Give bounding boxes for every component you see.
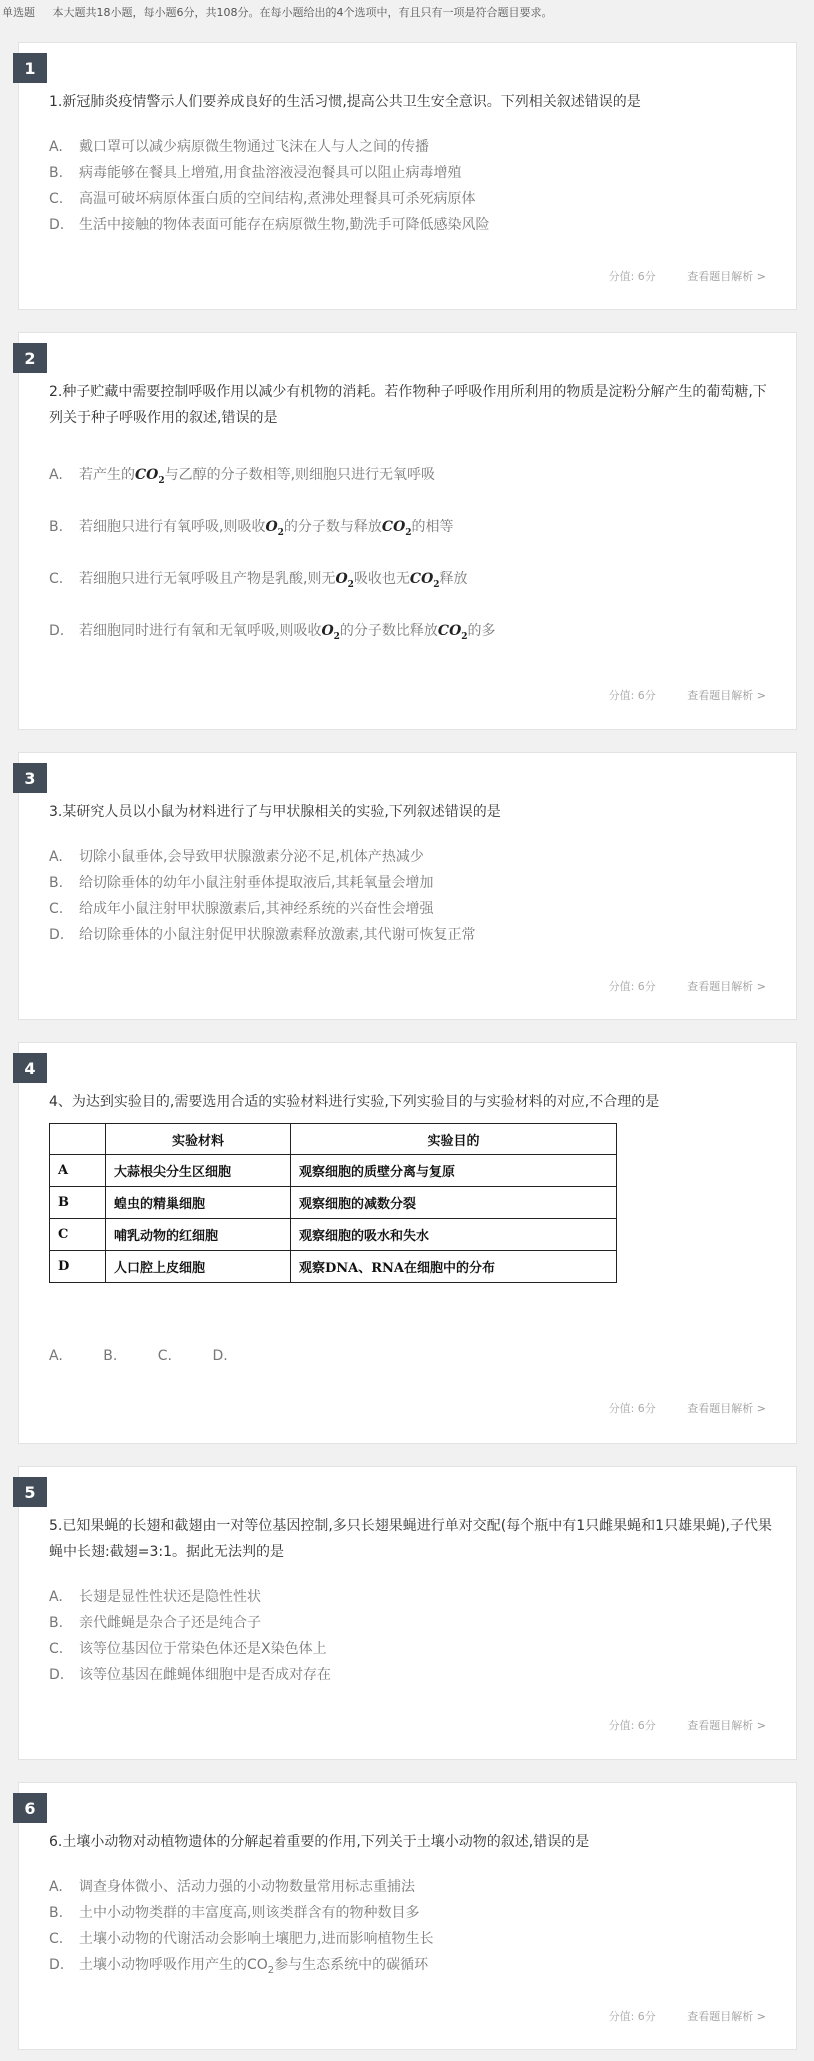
option-c[interactable]: C. 若细胞只进行无氧呼吸且产物是乳酸,则无$O_2$吸收也无$CO_2$释放 — [49, 571, 468, 590]
table-cell: 观察细胞的吸水和失水 — [291, 1219, 617, 1251]
question-footer — [609, 1717, 766, 1733]
section-instruction: 本大题共18小题，每小题6分，共108分。在每小题给出的4个选项中，有且只有一项是符合题目要求。 — [52, 6, 553, 19]
section-title: 单选题 — [2, 6, 35, 19]
table-header: 实验材料 — [106, 1124, 291, 1155]
table-cell: 观察细胞的质壁分离与复原 — [291, 1155, 617, 1187]
question-card-4 — [18, 1042, 797, 1444]
question-card-2 — [18, 332, 797, 730]
option-b[interactable]: B. 土中小动物类群的丰富度高,则该类群含有的物种数目多 — [49, 1905, 420, 1921]
view-analysis-link[interactable]: 查看题目解析 > — [687, 1402, 766, 1415]
score-label: 分值: 6分 — [608, 270, 656, 283]
option-b[interactable]: B. 病毒能够在餐具上增殖,用食盐溶液浸泡餐具可以阻止病毒增殖 — [49, 165, 462, 181]
option-a[interactable]: A. 戴口罩可以减少病原微生物通过飞沫在人与人之间的传播 — [49, 139, 429, 155]
question-footer — [609, 978, 766, 994]
table-row — [50, 1187, 617, 1219]
view-analysis-link[interactable]: 查看题目解析 > — [687, 1719, 766, 1732]
score-label: 分值: 6分 — [608, 1402, 656, 1415]
score-label: 分值: 6分 — [608, 689, 656, 702]
question-stem: 2.种子贮藏中需要控制呼吸作用以减少有机物的消耗。若作物种子呼吸作用所利用的物质是淀粉分解产生的葡萄糖,下列关于种子呼吸作用的叙述,错误的是 — [49, 384, 767, 426]
option-a[interactable]: A. 长翅是显性性状还是隐性性状 — [49, 1589, 261, 1605]
option-a[interactable]: A. 若产生的$CO_2$与乙醇的分子数相等,则细胞只进行无氧呼吸 — [49, 467, 436, 486]
question-number-badge: 1 — [13, 53, 47, 83]
question-number-badge: 2 — [13, 343, 47, 373]
option-d[interactable]: D. 生活中接触的物体表面可能存在病原微生物,勤洗手可降低感染风险 — [49, 217, 490, 233]
option-a[interactable]: A. — [49, 1348, 63, 1364]
question-footer — [609, 687, 766, 703]
question-number-badge: 5 — [13, 1477, 47, 1507]
question-number-badge: 3 — [13, 763, 47, 793]
view-analysis-link[interactable]: 查看题目解析 > — [687, 270, 766, 283]
option-c[interactable]: C. 高温可破坏病原体蛋白质的空间结构,煮沸处理餐具可杀死病原体 — [49, 191, 476, 207]
section-header — [0, 0, 814, 22]
option-b[interactable]: B. 若细胞只进行有氧呼吸,则吸收$O_2$的分子数与释放$CO_2$的相等 — [49, 519, 454, 538]
formula-co2: $CO_2$ — [409, 571, 440, 590]
question-stem: 1.新冠肺炎疫情警示人们要养成良好的生活习惯,提高公共卫生安全意识。下列相关叙述错误的是 — [49, 94, 641, 110]
option-row — [49, 1348, 264, 1364]
question-stem: 3.某研究人员以小鼠为材料进行了与甲状腺相关的实验,下列叙述错误的是 — [49, 804, 501, 820]
question-card-1 — [18, 42, 797, 310]
formula-co2: $CO_2$ — [381, 519, 412, 538]
option-a[interactable]: A. 调查身体微小、活动力强的小动物数量常用标志重捕法 — [49, 1879, 415, 1895]
option-d[interactable]: D. 若细胞同时进行有氧和无氧呼吸,则吸收$O_2$的分子数比释放$CO_2$的多 — [49, 623, 496, 642]
formula-o2: $O_2$ — [321, 623, 340, 642]
option-d[interactable]: D. 给切除垂体的小鼠注射促甲状腺激素释放激素,其代谢可恢复正常 — [49, 927, 476, 943]
question-footer — [609, 2008, 766, 2024]
question-number-badge: 6 — [13, 1793, 47, 1823]
option-b[interactable]: B. 亲代雌蝇是杂合子还是纯合子 — [49, 1615, 261, 1631]
table-row — [50, 1219, 617, 1251]
table-cell: 哺乳动物的红细胞 — [106, 1219, 291, 1251]
table-header — [50, 1124, 106, 1155]
table-cell: B — [50, 1187, 106, 1219]
question-stem: 4、为达到实验目的,需要选用合适的实验材料进行实验,下列实验目的与实验材料的对应,不合理的是 — [49, 1094, 660, 1110]
option-c[interactable]: C. — [157, 1348, 172, 1364]
score-label: 分值: 6分 — [608, 980, 656, 993]
table-header: 实验目的 — [291, 1124, 617, 1155]
option-c[interactable]: C. 给成年小鼠注射甲状腺激素后,其神经系统的兴奋性会增强 — [49, 901, 434, 917]
table-cell: 人口腔上皮细胞 — [106, 1251, 291, 1283]
view-analysis-link[interactable]: 查看题目解析 > — [687, 689, 766, 702]
table-row — [50, 1251, 617, 1283]
score-label: 分值: 6分 — [608, 1719, 656, 1732]
question-card-3 — [18, 752, 797, 1020]
table-row — [50, 1155, 617, 1187]
formula-o2: $O_2$ — [335, 571, 354, 590]
formula-o2: $O_2$ — [265, 519, 284, 538]
view-analysis-link[interactable]: 查看题目解析 > — [687, 980, 766, 993]
option-d[interactable]: D. 土壤小动物呼吸作用产生的$CO_2$参与生态系统中的碳循环 — [49, 1957, 429, 1976]
formula-co2: $CO_2$ — [437, 623, 468, 642]
question-footer — [609, 1400, 766, 1416]
question-card-5 — [18, 1466, 797, 1760]
table-cell: 大蒜根尖分生区细胞 — [106, 1155, 291, 1187]
table-cell: C — [50, 1219, 106, 1251]
experiment-table — [49, 1123, 617, 1283]
table-cell: 观察DNA、RNA在细胞中的分布 — [291, 1251, 617, 1283]
table-cell: 观察细胞的减数分裂 — [291, 1187, 617, 1219]
question-stem: 6.土壤小动物对动植物遗体的分解起着重要的作用,下列关于土壤小动物的叙述,错误的是 — [49, 1834, 590, 1850]
view-analysis-link[interactable]: 查看题目解析 > — [687, 2010, 766, 2023]
question-stem: 5.已知果蝇的长翅和截翅由一对等位基因控制,多只长翅果蝇进行单对交配(每个瓶中有1只雌果蝇和1只雄果蝇),子代果蝇中长翅:截翅=3:1。据此无法判的是 — [49, 1518, 772, 1560]
option-b[interactable]: B. — [103, 1348, 118, 1364]
question-footer — [609, 268, 766, 284]
option-b[interactable]: B. 给切除垂体的幼年小鼠注射垂体提取液后,其耗氧量会增加 — [49, 875, 434, 891]
table-cell: 蝗虫的精巢细胞 — [106, 1187, 291, 1219]
option-c[interactable]: C. 该等位基因位于常染色体还是X染色体上 — [49, 1641, 327, 1657]
question-card-6 — [18, 1782, 797, 2050]
option-d[interactable]: D. 该等位基因在雌蝇体细胞中是否成对存在 — [49, 1667, 331, 1683]
option-a[interactable]: A. 切除小鼠垂体,会导致甲状腺激素分泌不足,机体产热减少 — [49, 849, 424, 865]
question-number-badge: 4 — [13, 1053, 47, 1083]
table-cell: D — [50, 1251, 106, 1283]
table-cell: A — [50, 1155, 106, 1187]
score-label: 分值: 6分 — [608, 2010, 656, 2023]
option-d[interactable]: D. — [212, 1348, 228, 1364]
table-header-row — [50, 1124, 617, 1155]
option-c[interactable]: C. 土壤小动物的代谢活动会影响土壤肥力,进而影响植物生长 — [49, 1931, 434, 1947]
formula-co2: $CO_2$ — [135, 467, 165, 486]
